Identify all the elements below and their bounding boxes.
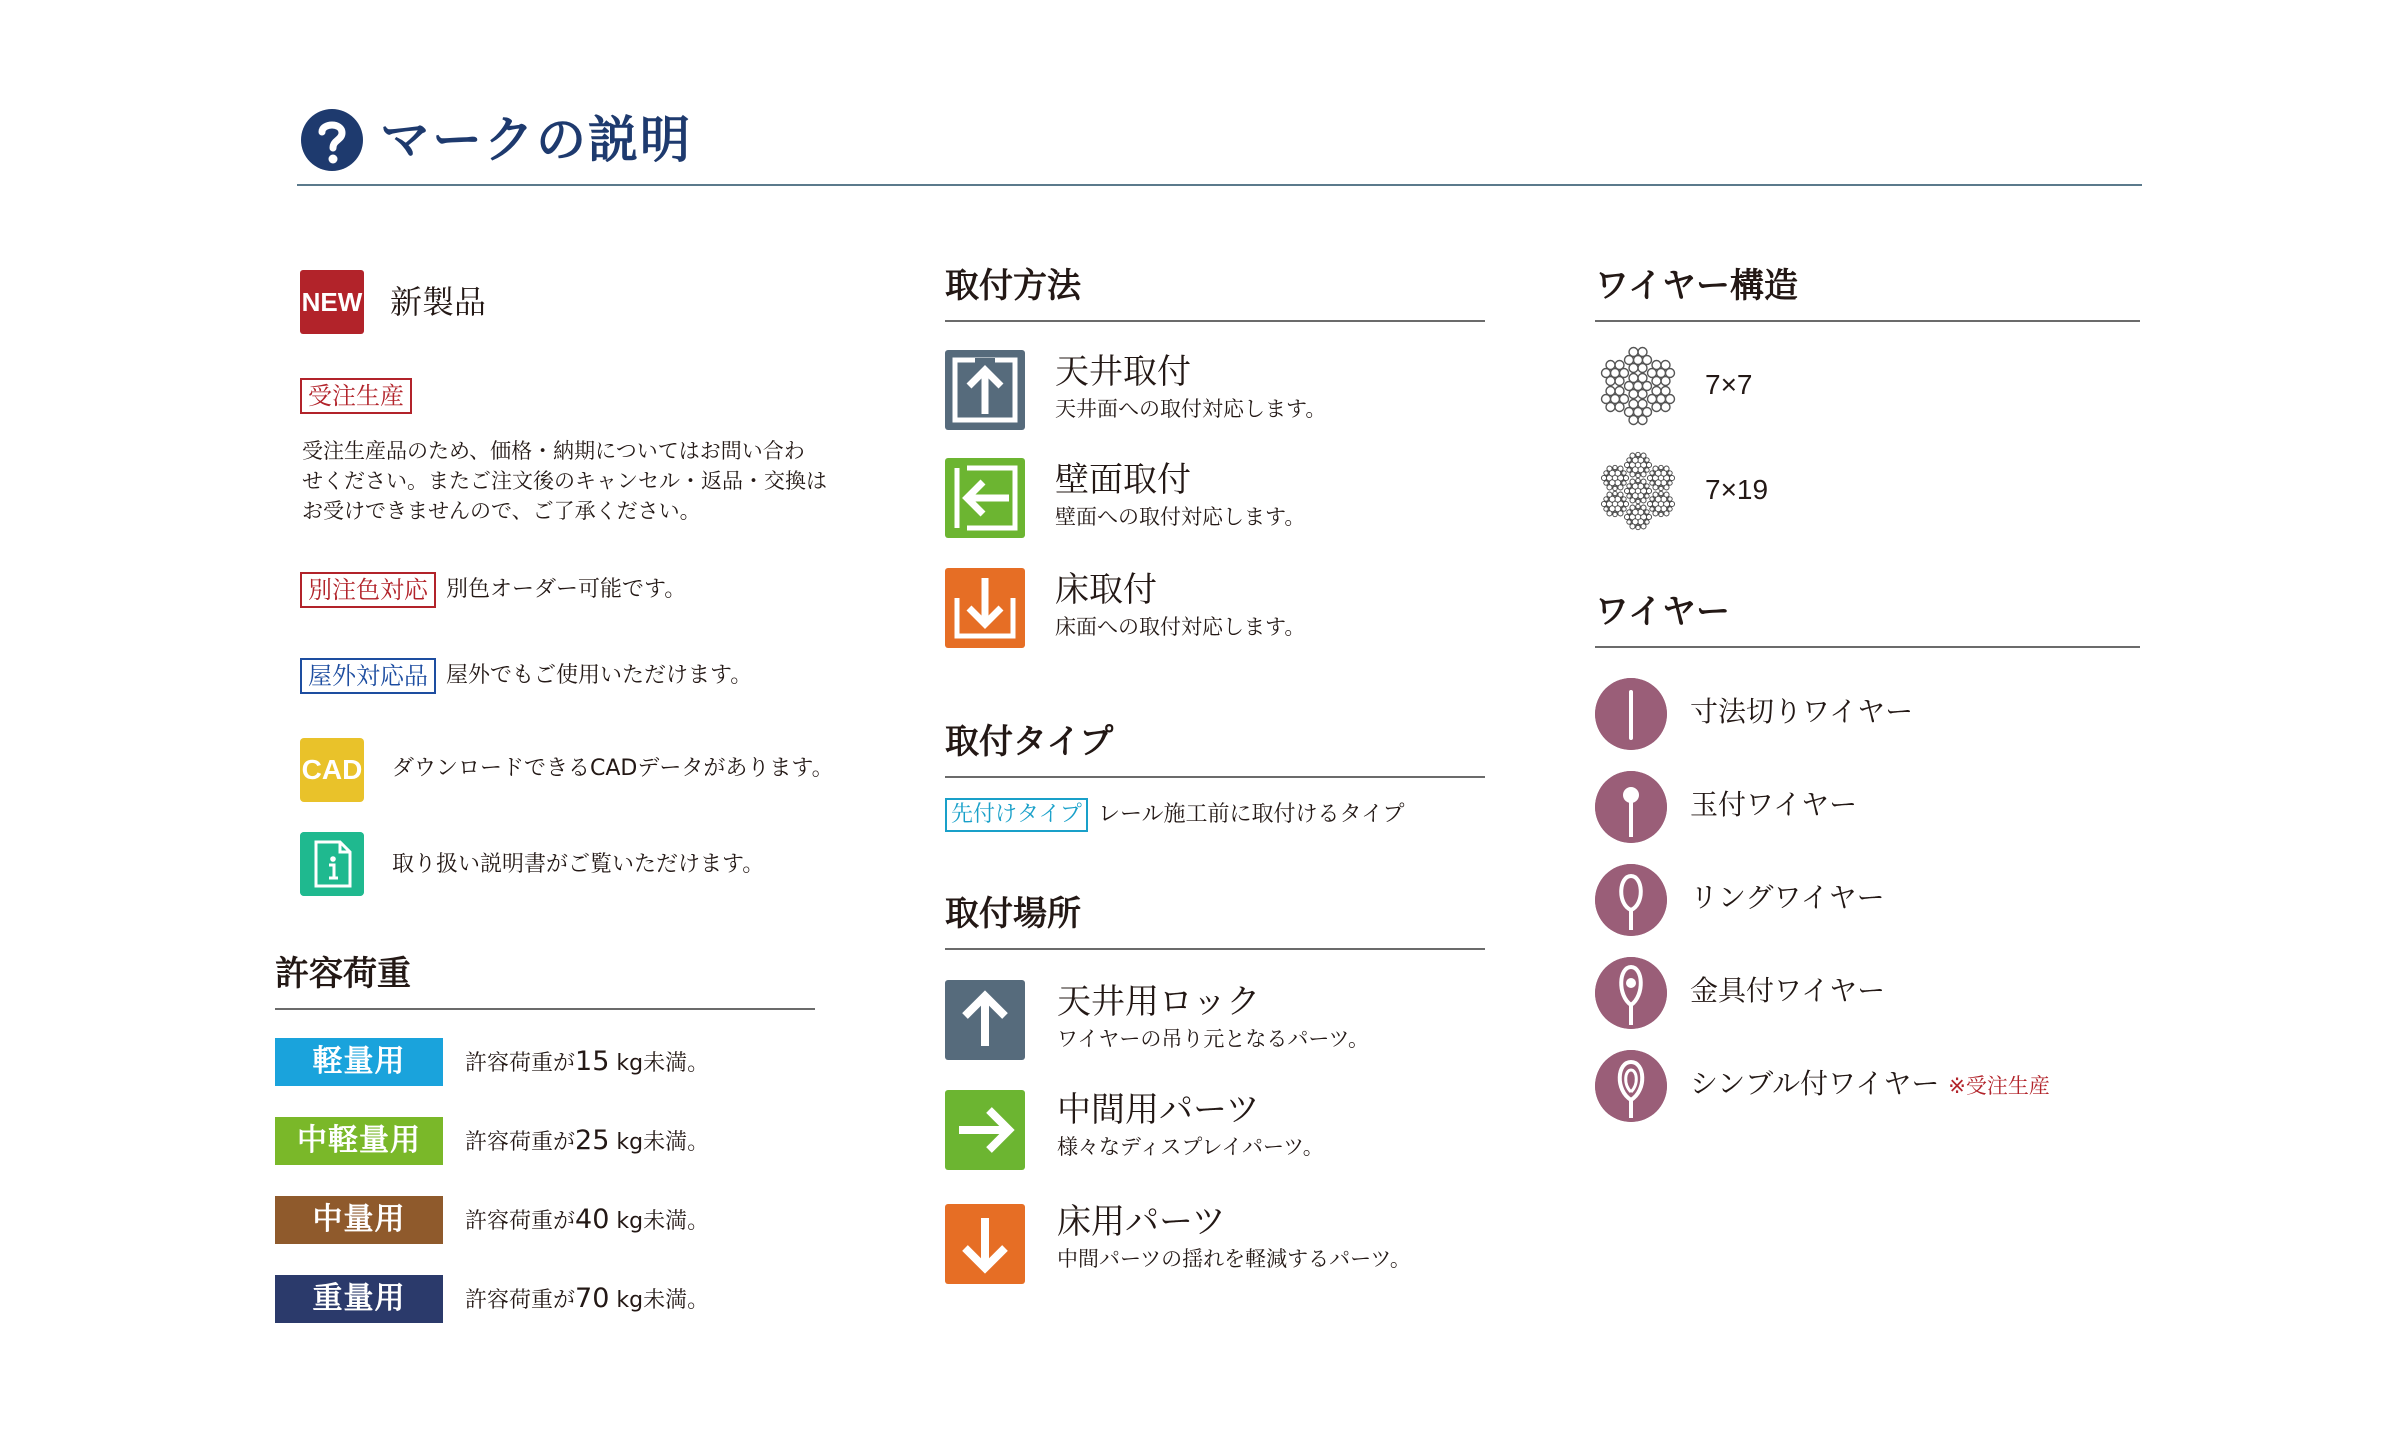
cad-icon: CAD xyxy=(300,738,364,802)
mounting-type-title: 取付タイプ xyxy=(945,722,1114,762)
made-to-order-tag: 受注生産 xyxy=(300,378,412,414)
load-desc: 許容荷重が70 kg未満。 xyxy=(465,1283,710,1314)
ring-wire-icon xyxy=(1595,864,1667,936)
arrow-right-icon xyxy=(945,1090,1025,1170)
load-desc: 許容荷重が15 kg未満。 xyxy=(465,1046,710,1077)
floor-mount-title: 床取付 xyxy=(1055,570,1157,610)
ball-wire-label: 玉付ワイヤー xyxy=(1690,788,1858,821)
description-line: お受けできませんので、ご了承ください。 xyxy=(302,499,701,523)
custom-color-tag: 別注色対応 xyxy=(300,572,436,608)
fitting-wire-icon xyxy=(1595,957,1667,1029)
floor-mount-sub: 床面への取付対応します。 xyxy=(1055,615,1306,639)
ceiling-mount-title: 天井取付 xyxy=(1055,352,1191,392)
outdoor-label: 屋外でもご使用いただけます。 xyxy=(446,663,753,688)
ceiling-lock-title: 天井用ロック xyxy=(1057,982,1261,1022)
wall-mount-sub: 壁面への取付対応します。 xyxy=(1055,505,1306,529)
mounting-method-title: 取付方法 xyxy=(945,266,1081,306)
middle-parts-sub: 様々なディスプレイパーツ。 xyxy=(1057,1135,1324,1159)
ball-wire-icon xyxy=(1595,771,1667,843)
wire-structure-title: ワイヤー構造 xyxy=(1595,266,1798,306)
ceiling-mount-sub: 天井面への取付対応します。 xyxy=(1055,397,1327,421)
load-badge-light: 軽量用 xyxy=(275,1038,443,1086)
description-line: せください。またご注文後のキャンセル・返品・交換は xyxy=(302,469,827,493)
outdoor-tag: 屋外対応品 xyxy=(300,658,436,694)
cut-wire-label: 寸法切りワイヤー xyxy=(1690,695,1914,728)
floor-parts-title: 床用パーツ xyxy=(1057,1202,1226,1242)
thimble-wire-label: シンブル付ワイヤー xyxy=(1690,1067,1940,1100)
wire-title: ワイヤー xyxy=(1595,592,1730,632)
floor-mount-icon xyxy=(945,568,1025,648)
mounting-method-divider xyxy=(945,320,1485,322)
ceiling-mount-icon xyxy=(945,350,1025,430)
manual-label: 取り扱い説明書がご覧いただけます。 xyxy=(392,852,765,877)
info-document-icon xyxy=(300,832,364,896)
mounting-type-divider xyxy=(945,776,1485,778)
made-to-order-note: ※受注生産 xyxy=(1948,1074,2050,1098)
page-title: マークの説明 xyxy=(380,111,692,169)
load-section-divider xyxy=(275,1008,815,1010)
thimble-wire-row xyxy=(1690,1064,2050,1106)
wire-divider xyxy=(1595,646,2140,648)
load-badge-heavy: 重量用 xyxy=(275,1275,443,1323)
made-to-order-description xyxy=(302,436,862,526)
fitting-wire-label: 金具付ワイヤー xyxy=(1690,974,1886,1007)
wall-mount-icon xyxy=(945,458,1025,538)
mounting-location-title: 取付場所 xyxy=(945,894,1081,934)
middle-parts-title: 中間用パーツ xyxy=(1057,1090,1260,1130)
cut-wire-icon xyxy=(1595,678,1667,750)
strand-7x19-label: 7×19 xyxy=(1705,474,1769,505)
strand-7x7-icon xyxy=(1594,345,1682,427)
pre-install-tag: 先付けタイプ xyxy=(945,798,1088,832)
load-desc: 許容荷重が25 kg未満。 xyxy=(465,1125,710,1156)
new-label: 新製品 xyxy=(390,283,487,321)
cad-label: ダウンロードできるCADデータがあります。 xyxy=(392,756,834,781)
ceiling-lock-sub: ワイヤーの吊り元となるパーツ。 xyxy=(1057,1027,1370,1051)
load-badge-medium-light: 中軽量用 xyxy=(275,1117,443,1165)
custom-color-label: 別色オーダー可能です。 xyxy=(446,577,687,602)
wall-mount-title: 壁面取付 xyxy=(1055,460,1191,500)
strand-7x7-label: 7×7 xyxy=(1705,369,1753,400)
load-section-title: 許容荷重 xyxy=(275,954,411,994)
load-desc: 許容荷重が40 kg未満。 xyxy=(465,1204,710,1235)
ring-wire-label: リングワイヤー xyxy=(1690,881,1885,914)
strand-7x19-icon xyxy=(1594,450,1682,532)
load-badge-medium: 中量用 xyxy=(275,1196,443,1244)
new-badge: NEW xyxy=(300,270,364,334)
wire-structure-divider xyxy=(1595,320,2140,322)
description-line: 受注生産品のため、価格・納期についてはお問い合わ xyxy=(302,439,805,463)
thimble-wire-icon xyxy=(1595,1050,1667,1122)
header-divider xyxy=(297,184,2142,186)
pre-install-label: レール施工前に取付けるタイプ xyxy=(1098,802,1405,827)
floor-parts-sub: 中間パーツの揺れを軽減するパーツ。 xyxy=(1057,1247,1411,1271)
question-circle-icon xyxy=(300,108,364,172)
mounting-location-divider xyxy=(945,948,1485,950)
arrow-up-icon xyxy=(945,980,1025,1060)
arrow-down-icon xyxy=(945,1204,1025,1284)
